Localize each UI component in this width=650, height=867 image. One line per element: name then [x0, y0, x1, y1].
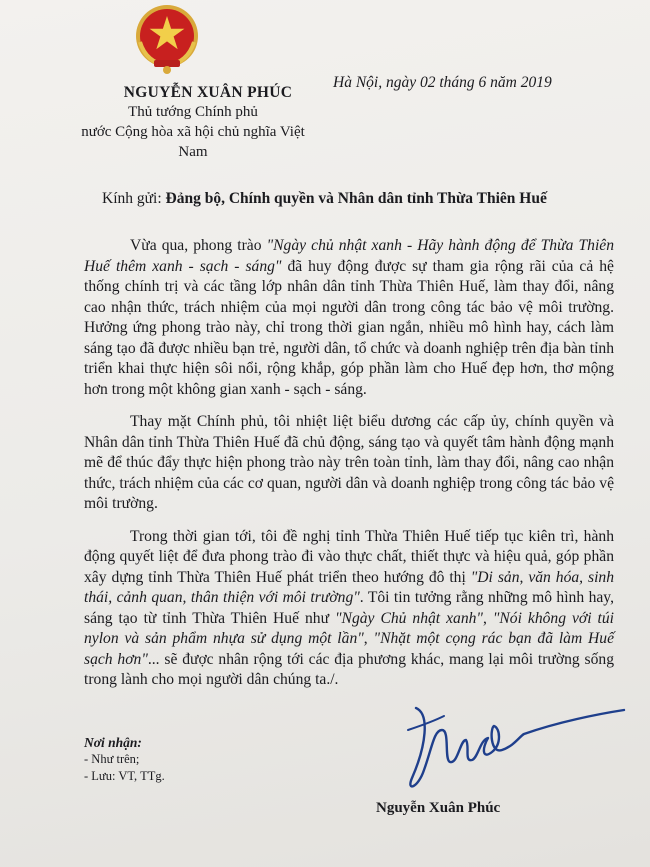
recipient-item: - Như trên; — [84, 752, 140, 766]
p3-sep-2: , — [363, 630, 374, 647]
p3-model-2: "Nói không với túi nylon và sản phẩm nhựa sử dụng một lần" — [84, 609, 614, 647]
sender-country: nước Cộng hòa xã hội chủ nghĩa Việt Nam — [81, 124, 305, 160]
p3-sep-1: , — [482, 609, 493, 627]
salutation — [102, 190, 547, 208]
salutation-prefix: Kính gửi: — [102, 190, 166, 207]
p1-campaign-name: "Ngày chủ nhật xanh - Hãy hành động để Thừa Thiên Huế thêm xanh - sạch - sáng" — [84, 237, 614, 275]
p3-text-b: . Tôi tin tưởng rằng những mô hình hay, sáng tạo từ tỉnh Thừa Thiên Huế như — [84, 589, 614, 627]
signer-name: Nguyễn Xuân Phúc — [376, 800, 501, 816]
recipients-block — [84, 734, 165, 785]
recipients-title: Nơi nhận: — [84, 735, 142, 750]
sender-position: Thủ tướng Chính phủ — [128, 104, 258, 120]
p3-motto: "Di sản, văn hóa, sinh thái, cảnh quan, thân thiện với môi trường" — [84, 568, 614, 606]
handwritten-signature — [398, 700, 628, 795]
p2-text: Thay mặt Chính phủ, tôi nhiệt liệt biểu dương các cấp ủy, chính quyền và Nhân dân tỉnh Thừa Thiên Huế đã chủ động, sáng tạo và quyết tâm hành động mạnh mẽ để thúc đẩy thực hiện phong trào này trên toàn tỉnh, làm thay đổi, nâng cao nhận thức, trách nhiệm của các cơ quan, người dân và doanh nghiệp trong công tác bảo vệ môi trường. — [84, 413, 614, 512]
salutation-addressee: Đảng bộ, Chính quyền và Nhân dân tỉnh Thừa Thiên Huế — [165, 190, 547, 207]
date-line: Hà Nội, ngày 02 tháng 6 năm 2019 — [333, 74, 552, 91]
sender-block — [68, 84, 318, 162]
national-emblem-icon — [132, 2, 202, 76]
p3-model-3: "Nhặt một cọng rác bạn đã làm Huế sạch hơn" — [84, 630, 615, 668]
p1-text-b: đã huy động được sự tham gia rộng rãi của cả hệ thống chính trị và các tầng lớp nhân dân tỉnh Thừa Thiên Huế, làm thay đổi, nâng cao nhận thức, trách nhiệm của mọi người dân trong công tác bảo vệ môi trường. Hưởng ứng phong trào này, chỉ trong thời gian ngắn, nhiều mô hình hay, cách làm sáng tạo đã được nhiều bạn trẻ, người dân, tổ chức và doanh nghiệp trên địa bàn tỉnh triển khai thực hiện sôi nổi, rộng khắp, góp phần làm cho Huế đẹp hơn, thơ mộng hơn trong một không gian xanh - sạch - sáng. — [84, 257, 614, 398]
paragraph-3 — [84, 527, 614, 691]
sender-name: NGUYỄN XUÂN PHÚC — [123, 84, 293, 101]
paragraph-1 — [84, 236, 614, 400]
letter-body — [84, 236, 614, 703]
paragraph-2 — [84, 412, 614, 515]
p3-model-1: "Ngày Chủ nhật xanh" — [335, 609, 483, 627]
p3-text-c: ... sẽ được nhân rộng tới các địa phương khác, mang lại môi trường sống trong lành cho mọi người dân chúng ta./. — [84, 650, 614, 688]
p1-text-a: Vừa qua, phong trào — [130, 237, 267, 254]
recipient-item: - Lưu: VT, TTg. — [84, 769, 165, 783]
p3-text-a: Trong thời gian tới, tôi đề nghị tỉnh Thừa Thiên Huế tiếp tục kiên trì, hành động quyết liệt để đưa phong trào đi vào thực chất, thiết thực và hiệu quả, góp phần xây dựng tỉnh Thừa Thiên Huế phát triển theo hướng đô thị — [84, 527, 614, 586]
